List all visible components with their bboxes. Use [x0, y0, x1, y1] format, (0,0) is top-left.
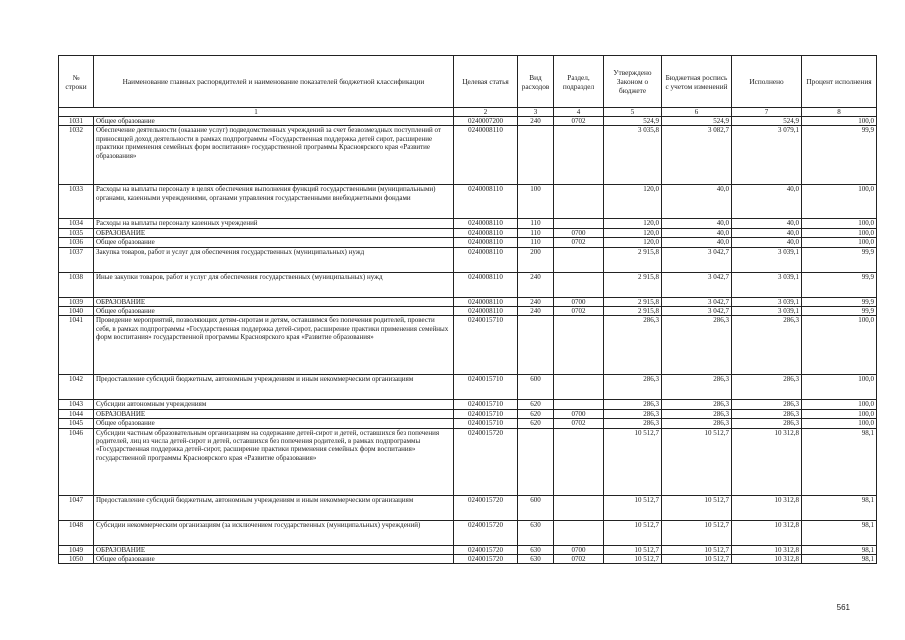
row-percent: 100,0: [802, 375, 877, 400]
row-executed: 10 312,8: [732, 545, 802, 554]
row-number: 1042: [59, 375, 94, 400]
row-name: Субсидии некоммерческим организациям (за исключением государственных (муниципальных) учреждений): [94, 520, 454, 545]
row-target: 0240015720: [454, 555, 518, 564]
row-executed: 286,3: [732, 419, 802, 428]
row-exp-type: 110: [518, 228, 554, 237]
row-section: [554, 272, 604, 297]
column-number-row: [59, 108, 877, 117]
row-approved: 2 915,8: [604, 297, 662, 306]
row-number: 1040: [59, 307, 94, 316]
row-number: 1031: [59, 117, 94, 126]
row-number: 1033: [59, 185, 94, 219]
row-target: 0240008110: [454, 238, 518, 247]
row-executed: 286,3: [732, 400, 802, 409]
column-number-5: 5: [604, 108, 662, 117]
table-row: [59, 238, 877, 247]
row-executed: 3 039,1: [732, 297, 802, 306]
row-executed: 3 079,1: [732, 126, 802, 185]
table-row: [59, 307, 877, 316]
column-number-6: 6: [662, 108, 732, 117]
row-percent: 99,9: [802, 126, 877, 185]
table-row: [59, 375, 877, 400]
row-exp-type: 200: [518, 247, 554, 272]
row-target: 0240007200: [454, 117, 518, 126]
row-number: 1032: [59, 126, 94, 185]
row-approved: 10 512,7: [604, 495, 662, 520]
row-exp-type: [518, 316, 554, 375]
row-budget-list: 3 042,7: [662, 297, 732, 306]
row-name: Расходы на выплаты персоналу казенных учреждений: [94, 219, 454, 228]
row-target: 0240015710: [454, 419, 518, 428]
table-row: [59, 126, 877, 185]
table-row: [59, 419, 877, 428]
row-name: Предоставление субсидий бюджетным, автономным учреждениям и иным некоммерческим организациям: [94, 495, 454, 520]
row-executed: 3 039,1: [732, 272, 802, 297]
row-section: 0700: [554, 545, 604, 554]
row-percent: 100,0: [802, 409, 877, 418]
row-approved: 120,0: [604, 185, 662, 219]
row-budget-list: 40,0: [662, 185, 732, 219]
table-row: [59, 272, 877, 297]
row-executed: 10 312,8: [732, 495, 802, 520]
row-exp-type: 630: [518, 520, 554, 545]
row-approved: 10 512,7: [604, 428, 662, 495]
row-exp-type: 620: [518, 419, 554, 428]
row-target: 0240008110: [454, 185, 518, 219]
row-percent: 99,9: [802, 297, 877, 306]
row-exp-type: 240: [518, 117, 554, 126]
table-row: [59, 555, 877, 564]
row-executed: 286,3: [732, 409, 802, 418]
row-budget-list: 3 042,7: [662, 247, 732, 272]
row-approved: 286,3: [604, 400, 662, 409]
row-number: 1045: [59, 419, 94, 428]
row-percent: 99,9: [802, 247, 877, 272]
row-percent: 100,0: [802, 228, 877, 237]
row-target: 0240015720: [454, 520, 518, 545]
row-name: Иные закупки товаров, работ и услуг для обеспечения государственных (муниципальных) нужд: [94, 272, 454, 297]
row-budget-list: 10 512,7: [662, 495, 732, 520]
table-row: [59, 400, 877, 409]
row-approved: 2 915,8: [604, 272, 662, 297]
row-percent: 100,0: [802, 185, 877, 219]
column-number-3: 3: [518, 108, 554, 117]
row-approved: 286,3: [604, 375, 662, 400]
table-row: [59, 428, 877, 495]
row-percent: 100,0: [802, 419, 877, 428]
row-target: 0240008110: [454, 272, 518, 297]
row-number: 1035: [59, 228, 94, 237]
row-exp-type: 110: [518, 219, 554, 228]
row-name: Общее образование: [94, 117, 454, 126]
row-target: 0240008110: [454, 307, 518, 316]
row-section: 0700: [554, 297, 604, 306]
row-approved: 120,0: [604, 238, 662, 247]
row-name: Общее образование: [94, 419, 454, 428]
table-row: [59, 409, 877, 418]
table-body: [59, 117, 877, 564]
row-percent: 98,1: [802, 495, 877, 520]
header-executed: Исполнено: [732, 56, 802, 108]
row-approved: 524,9: [604, 117, 662, 126]
header-target: Целевая статья: [454, 56, 518, 108]
header-row-no: № строки: [59, 56, 94, 108]
row-budget-list: 10 512,7: [662, 555, 732, 564]
row-target: 0240015720: [454, 428, 518, 495]
table-row: [59, 185, 877, 219]
row-number: 1050: [59, 555, 94, 564]
row-name: Предоставление субсидий бюджетным, автономным учреждениям и иным некоммерческим организациям: [94, 375, 454, 400]
row-executed: 286,3: [732, 375, 802, 400]
table-row: [59, 545, 877, 554]
header-approved: Утверждено Законом о бюджете: [604, 56, 662, 108]
row-percent: 98,1: [802, 520, 877, 545]
row-target: 0240015710: [454, 409, 518, 418]
row-name: Общее образование: [94, 238, 454, 247]
row-number: 1048: [59, 520, 94, 545]
row-exp-type: 240: [518, 307, 554, 316]
row-exp-type: 620: [518, 409, 554, 418]
row-name: Обеспечение деятельности (оказание услуг) подведомственных учреждений за счет безвозмездных поступлений от приносящей доход деятельности в рамках подпрограммы «Государственная поддержка детей сирот, расширение практики применения семейных форм воспитания» государственной программы Красноярского края «Развитие образования»: [94, 126, 454, 185]
row-name: Общее образование: [94, 555, 454, 564]
row-budget-list: 524,9: [662, 117, 732, 126]
header-exp-type: Вид расходов: [518, 56, 554, 108]
row-executed: 524,9: [732, 117, 802, 126]
row-executed: 10 312,8: [732, 428, 802, 495]
column-number-7: 7: [732, 108, 802, 117]
budget-execution-table: [58, 55, 877, 564]
table-row: [59, 316, 877, 375]
row-budget-list: 40,0: [662, 219, 732, 228]
column-number-2: 2: [454, 108, 518, 117]
row-target: 0240015720: [454, 545, 518, 554]
row-number: 1047: [59, 495, 94, 520]
row-section: [554, 428, 604, 495]
row-section: 0700: [554, 228, 604, 237]
row-name: Субсидии частным образовательным организациям на содержание детей-сирот и детей, оставшихся без попечения родителей, лиц из числа детей-сирот и детей, оставшихся без попечения родителей, в рамках подпрограммы «Государственная поддержка детей-сирот, расширение практики применения семейных форм воспитания» государственной программы Красноярского края «Развитие образования»: [94, 428, 454, 495]
row-percent: 98,1: [802, 428, 877, 495]
row-target: 0240015720: [454, 495, 518, 520]
table-row: [59, 495, 877, 520]
row-target: 0240015710: [454, 316, 518, 375]
column-number-8: 8: [802, 108, 877, 117]
row-percent: 98,1: [802, 545, 877, 554]
row-section: 0702: [554, 419, 604, 428]
row-name: Общее образование: [94, 307, 454, 316]
row-section: [554, 126, 604, 185]
row-name: Закупка товаров, работ и услуг для обеспечения государственных (муниципальных) нужд: [94, 247, 454, 272]
table-row: [59, 117, 877, 126]
row-percent: 100,0: [802, 238, 877, 247]
row-budget-list: 10 512,7: [662, 520, 732, 545]
row-budget-list: 40,0: [662, 228, 732, 237]
table-row: [59, 247, 877, 272]
row-name: ОБРАЗОВАНИЕ: [94, 545, 454, 554]
row-exp-type: 240: [518, 297, 554, 306]
row-percent: 99,9: [802, 272, 877, 297]
table-row: [59, 228, 877, 237]
row-executed: 10 312,8: [732, 520, 802, 545]
header-section: Раздел, подраздел: [554, 56, 604, 108]
row-approved: 2 915,8: [604, 307, 662, 316]
row-number: 1044: [59, 409, 94, 418]
row-number: 1039: [59, 297, 94, 306]
row-exp-type: 630: [518, 555, 554, 564]
row-number: 1034: [59, 219, 94, 228]
row-name: ОБРАЗОВАНИЕ: [94, 228, 454, 237]
table-row: [59, 219, 877, 228]
row-approved: 3 035,8: [604, 126, 662, 185]
row-approved: 2 915,8: [604, 247, 662, 272]
row-approved: 120,0: [604, 228, 662, 237]
row-approved: 286,3: [604, 316, 662, 375]
row-number: 1046: [59, 428, 94, 495]
row-percent: 100,0: [802, 316, 877, 375]
row-target: 0240008110: [454, 219, 518, 228]
row-number: 1049: [59, 545, 94, 554]
row-exp-type: 100: [518, 185, 554, 219]
row-budget-list: 3 082,7: [662, 126, 732, 185]
row-section: [554, 495, 604, 520]
table-row: [59, 520, 877, 545]
row-approved: 10 512,7: [604, 545, 662, 554]
header-budget-list: Бюджетная роспись с учетом изменений: [662, 56, 732, 108]
row-exp-type: [518, 126, 554, 185]
row-number: 1038: [59, 272, 94, 297]
row-section: [554, 316, 604, 375]
row-section: [554, 219, 604, 228]
table-row: [59, 297, 877, 306]
row-budget-list: 10 512,7: [662, 428, 732, 495]
row-budget-list: 3 042,7: [662, 307, 732, 316]
row-target: 0240015710: [454, 375, 518, 400]
row-approved: 120,0: [604, 219, 662, 228]
row-exp-type: 630: [518, 545, 554, 554]
row-exp-type: [518, 428, 554, 495]
row-executed: 40,0: [732, 238, 802, 247]
row-name: ОБРАЗОВАНИЕ: [94, 409, 454, 418]
header-row: [59, 56, 877, 108]
row-budget-list: 40,0: [662, 238, 732, 247]
row-executed: 40,0: [732, 228, 802, 237]
row-section: [554, 247, 604, 272]
row-budget-list: 10 512,7: [662, 545, 732, 554]
row-percent: 100,0: [802, 219, 877, 228]
row-name: Расходы на выплаты персоналу в целях обеспечения выполнения функций государственными (муниципальными) органами, казенными учреждениями, органами управления государственными внебюджетными фондами: [94, 185, 454, 219]
row-number: 1041: [59, 316, 94, 375]
row-target: 0240015710: [454, 400, 518, 409]
row-section: [554, 375, 604, 400]
row-target: 0240008110: [454, 297, 518, 306]
row-exp-type: 600: [518, 495, 554, 520]
row-exp-type: 620: [518, 400, 554, 409]
row-section: [554, 400, 604, 409]
row-exp-type: 240: [518, 272, 554, 297]
row-budget-list: 3 042,7: [662, 272, 732, 297]
row-number: 1043: [59, 400, 94, 409]
row-section: 0702: [554, 238, 604, 247]
row-executed: 3 039,1: [732, 307, 802, 316]
row-budget-list: 286,3: [662, 419, 732, 428]
row-target: 0240008110: [454, 126, 518, 185]
row-executed: 40,0: [732, 185, 802, 219]
row-exp-type: 110: [518, 238, 554, 247]
row-exp-type: 600: [518, 375, 554, 400]
page-number: 561: [836, 603, 850, 612]
row-number: 1037: [59, 247, 94, 272]
row-budget-list: 286,3: [662, 409, 732, 418]
row-percent: 100,0: [802, 117, 877, 126]
row-section: [554, 185, 604, 219]
row-percent: 99,9: [802, 307, 877, 316]
header-percent: Процент исполнения: [802, 56, 877, 108]
row-approved: 286,3: [604, 419, 662, 428]
row-name: Субсидии автономным учреждениям: [94, 400, 454, 409]
row-executed: 40,0: [732, 219, 802, 228]
row-executed: 10 312,8: [732, 555, 802, 564]
row-budget-list: 286,3: [662, 375, 732, 400]
row-approved: 286,3: [604, 409, 662, 418]
row-executed: 286,3: [732, 316, 802, 375]
row-section: 0702: [554, 555, 604, 564]
header-name: Наименование главных распорядителей и наименование показателей бюджетной классификации: [94, 56, 454, 108]
row-section: 0702: [554, 307, 604, 316]
row-target: 0240008110: [454, 247, 518, 272]
row-approved: 10 512,7: [604, 555, 662, 564]
row-name: Проведение мероприятий, позволяющих детям-сиротам и детям, оставшимся без попечения родителей, провести себя, в рамках подпрограммы «Государственная поддержка детей-сирот, расширение практики применения семейных форм воспитания» государственной программы Красноярского края «Развитие образования»: [94, 316, 454, 375]
row-budget-list: 286,3: [662, 400, 732, 409]
row-executed: 3 039,1: [732, 247, 802, 272]
row-number: 1036: [59, 238, 94, 247]
row-approved: 10 512,7: [604, 520, 662, 545]
row-percent: 100,0: [802, 400, 877, 409]
row-budget-list: 286,3: [662, 316, 732, 375]
row-section: [554, 520, 604, 545]
column-number-4: 4: [554, 108, 604, 117]
column-number-1: 1: [59, 108, 454, 117]
row-section: 0700: [554, 409, 604, 418]
row-section: 0702: [554, 117, 604, 126]
row-name: ОБРАЗОВАНИЕ: [94, 297, 454, 306]
row-target: 0240008110: [454, 228, 518, 237]
row-percent: 98,1: [802, 555, 877, 564]
